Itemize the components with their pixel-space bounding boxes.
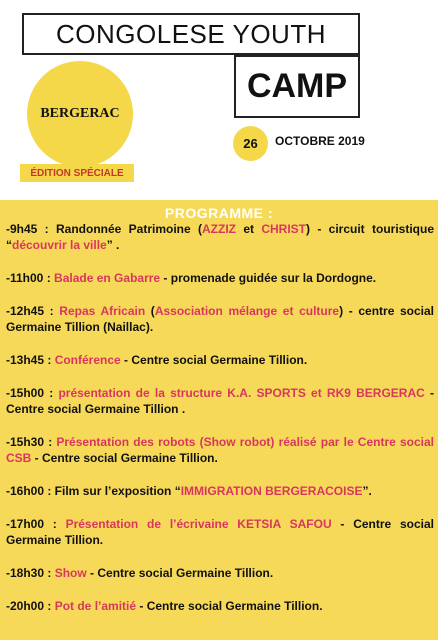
programme-item-highlight: présentation de la structure K.A. SPORTS et RK9 BERGERAC bbox=[58, 386, 425, 400]
programme-item bbox=[6, 303, 434, 335]
programme-item-text: -20h00 : bbox=[6, 599, 55, 613]
programme-item bbox=[6, 352, 434, 368]
programme-item bbox=[6, 434, 434, 466]
programme-item-text: -18h30 : bbox=[6, 566, 55, 580]
programme-list bbox=[6, 221, 434, 631]
programme-item-text: - Centre social Germaine Tillion. bbox=[31, 451, 218, 465]
programme-item-text: -11h00 : bbox=[6, 271, 55, 285]
programme-item-text: -16h00 : Film sur l’exposition “ bbox=[6, 484, 181, 498]
programme-item bbox=[6, 516, 434, 548]
programme-item-highlight: Repas Africain bbox=[59, 304, 146, 318]
programme-item-text: -17h00 : bbox=[6, 517, 66, 531]
programme-item-text: ( bbox=[145, 304, 155, 318]
programme-item-text: - Centre social Germaine Tillion . bbox=[6, 386, 434, 416]
programme-item-highlight: IMMIGRATION BERGERACOISE bbox=[180, 484, 363, 498]
programme-item bbox=[6, 598, 434, 614]
programme-item-text: -12h45 : bbox=[6, 304, 60, 318]
programme-item-text: ” . bbox=[106, 238, 120, 252]
city-label: BERGERAC bbox=[40, 106, 120, 121]
programme-item-highlight: Association mélange et culture bbox=[154, 304, 340, 318]
programme-item-highlight: Présentation de l’écrivaine KETSIA SAFOU bbox=[65, 517, 332, 531]
programme-item-text: - Centre social Germaine Tillion. bbox=[86, 566, 274, 580]
programme-item-highlight: Conférence bbox=[54, 353, 121, 367]
programme-item-text: -15h00 : bbox=[6, 386, 59, 400]
programme-item bbox=[6, 565, 434, 581]
programme-item-text: -13h45 : bbox=[6, 353, 55, 367]
programme-item bbox=[6, 221, 434, 253]
programme-item-highlight: CHRIST bbox=[261, 222, 307, 236]
programme-item-text: - promenade guidée sur la Dordogne. bbox=[160, 271, 377, 285]
month-year: OCTOBRE 2019 bbox=[275, 134, 365, 148]
programme-item-text: ) - centre social Germaine Tillion (Naillac). bbox=[6, 304, 435, 334]
programme-item bbox=[6, 385, 434, 417]
title-line2-box bbox=[234, 55, 360, 118]
programme-item-text: - Centre social Germaine Tillion. bbox=[136, 599, 323, 613]
title-line2: CAMP bbox=[246, 67, 348, 105]
programme-title: PROGRAMME : bbox=[164, 205, 274, 221]
edition-badge: ÉDITION SPÉCIALE bbox=[20, 164, 134, 182]
programme-item-text: - Centre social Germaine Tillion. bbox=[120, 353, 308, 367]
programme-item-text: - Centre social Germaine Tillion. bbox=[6, 517, 434, 547]
programme-section bbox=[0, 200, 438, 640]
programme-item bbox=[6, 483, 434, 499]
programme-item-text: ”. bbox=[362, 484, 372, 498]
title-line1: CONGOLESE YOUTH bbox=[56, 18, 326, 49]
programme-item-highlight: Pot de l’amitié bbox=[54, 599, 137, 613]
programme-item-highlight: Balade en Gabarre bbox=[54, 271, 161, 285]
programme-item-text: ) - circuit touristique “ bbox=[6, 222, 434, 252]
title-line1-box bbox=[22, 13, 360, 55]
programme-item-text: -9h45 : Randonnée Patrimoine ( bbox=[6, 222, 203, 236]
programme-item bbox=[6, 270, 434, 286]
programme-item-highlight: AZZIZ bbox=[202, 222, 237, 236]
programme-item-highlight: Présentation des robots (Show robot) réalisé par le Centre social CSB bbox=[6, 435, 435, 465]
programme-item-text: -15h30 : bbox=[6, 435, 57, 449]
programme-item-highlight: découvrir la ville bbox=[12, 238, 107, 252]
day-badge: 26 bbox=[233, 126, 268, 161]
programme-item-text: et bbox=[236, 222, 262, 236]
programme-item-highlight: Show bbox=[54, 566, 87, 580]
